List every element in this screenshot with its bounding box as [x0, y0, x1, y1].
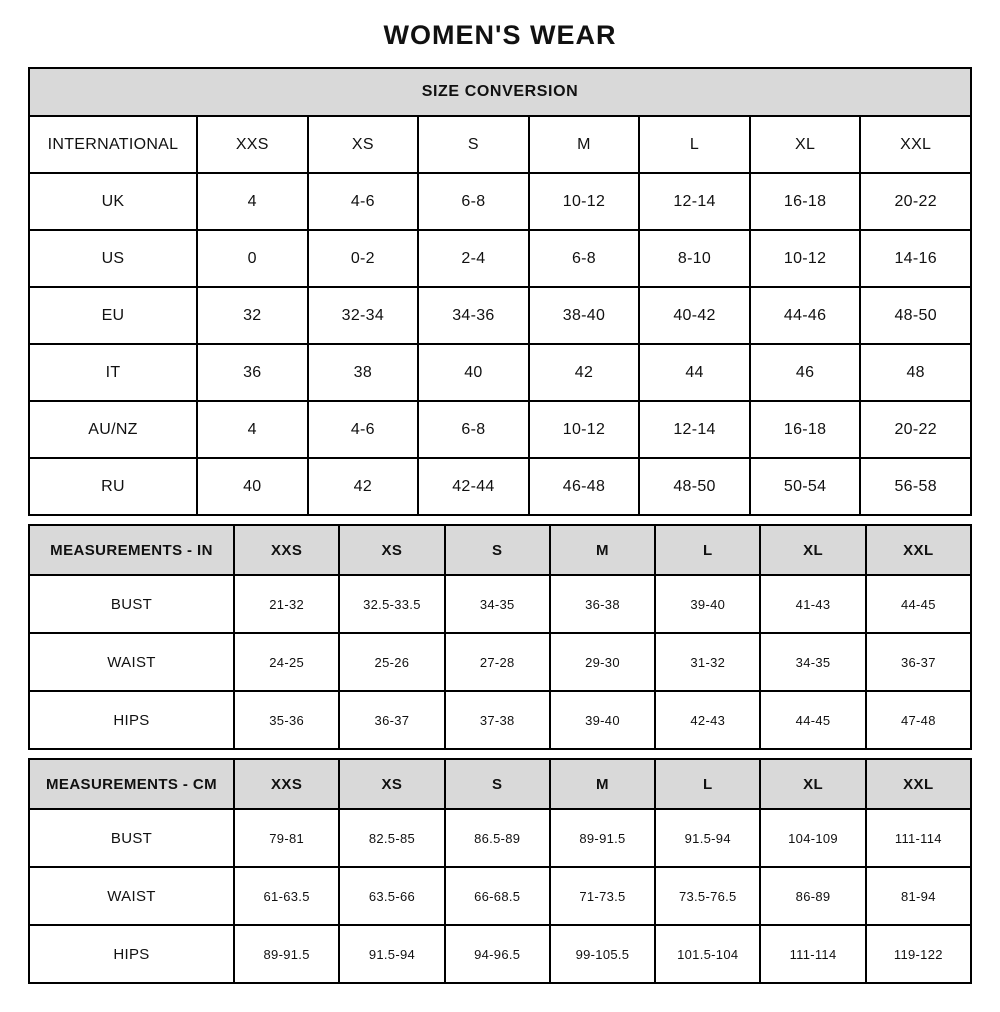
table-row [29, 575, 971, 633]
row-label: US [29, 230, 197, 287]
cell: 6-8 [418, 173, 529, 230]
column-header: XS [339, 759, 444, 809]
cell: 79-81 [234, 809, 339, 867]
column-header: L [655, 759, 760, 809]
cell: 34-36 [418, 287, 529, 344]
cell: 44 [639, 344, 750, 401]
cell: 42 [529, 344, 640, 401]
cell: 91.5-94 [339, 925, 444, 983]
column-header: XXL [860, 116, 971, 173]
cell: 39-40 [655, 575, 760, 633]
row-label: WAIST [29, 867, 234, 925]
cell: 50-54 [750, 458, 861, 515]
cell: 36 [197, 344, 308, 401]
column-header: S [445, 759, 550, 809]
cell: 27-28 [445, 633, 550, 691]
row-label: RU [29, 458, 197, 515]
cell: 86-89 [760, 867, 865, 925]
cell: 6-8 [418, 401, 529, 458]
cell: 101.5-104 [655, 925, 760, 983]
cell: 34-35 [445, 575, 550, 633]
row-label: BUST [29, 809, 234, 867]
column-header: XXL [866, 759, 971, 809]
table-row [29, 925, 971, 983]
cell: 25-26 [339, 633, 444, 691]
cell: 4 [197, 401, 308, 458]
cell: 104-109 [760, 809, 865, 867]
column-header: XS [308, 116, 419, 173]
cell: 10-12 [529, 401, 640, 458]
table-caption-row [29, 68, 971, 116]
cell: 4-6 [308, 173, 419, 230]
table-header-row [29, 525, 971, 575]
cell: 14-16 [860, 230, 971, 287]
cell: 39-40 [550, 691, 655, 749]
cell: 32-34 [308, 287, 419, 344]
cell: 10-12 [529, 173, 640, 230]
row-label: EU [29, 287, 197, 344]
row-label: HIPS [29, 691, 234, 749]
cell: 48-50 [639, 458, 750, 515]
row-label: AU/NZ [29, 401, 197, 458]
column-header: XXS [234, 759, 339, 809]
cell: 2-4 [418, 230, 529, 287]
size-conversion-caption: SIZE CONVERSION [29, 68, 971, 116]
cell: 119-122 [866, 925, 971, 983]
cell: 38 [308, 344, 419, 401]
cell: 42 [308, 458, 419, 515]
row-label: BUST [29, 575, 234, 633]
cell: 32 [197, 287, 308, 344]
table-row [29, 809, 971, 867]
cell: 20-22 [860, 173, 971, 230]
cell: 0 [197, 230, 308, 287]
cell: 8-10 [639, 230, 750, 287]
table-row [29, 633, 971, 691]
cell: 56-58 [860, 458, 971, 515]
cell: 48 [860, 344, 971, 401]
size-conversion-table [28, 67, 972, 516]
cell: 29-30 [550, 633, 655, 691]
column-header: XXS [197, 116, 308, 173]
column-header: M [550, 525, 655, 575]
row-label: IT [29, 344, 197, 401]
cell: 44-45 [760, 691, 865, 749]
row-label: WAIST [29, 633, 234, 691]
cell: 32.5-33.5 [339, 575, 444, 633]
table-title: MEASUREMENTS - IN [29, 525, 234, 575]
column-header: XL [750, 116, 861, 173]
cell: 44-45 [866, 575, 971, 633]
cell: 24-25 [234, 633, 339, 691]
column-header: XL [760, 525, 865, 575]
column-header: XS [339, 525, 444, 575]
cell: 40 [197, 458, 308, 515]
cell: 4 [197, 173, 308, 230]
page-title: WOMEN'S WEAR [383, 20, 617, 50]
cell: 42-43 [655, 691, 760, 749]
column-header: XL [760, 759, 865, 809]
cell: 12-14 [639, 173, 750, 230]
cell: 16-18 [750, 173, 861, 230]
cell: 37-38 [445, 691, 550, 749]
cell: 0-2 [308, 230, 419, 287]
cell: 42-44 [418, 458, 529, 515]
cell: 38-40 [529, 287, 640, 344]
table-header-row [29, 116, 971, 173]
column-header: S [445, 525, 550, 575]
measurements-in-table [28, 524, 972, 750]
cell: 111-114 [760, 925, 865, 983]
cell: 21-32 [234, 575, 339, 633]
cell: 40 [418, 344, 529, 401]
column-header: M [550, 759, 655, 809]
cell: 10-12 [750, 230, 861, 287]
cell: 46 [750, 344, 861, 401]
table-title: MEASUREMENTS - CM [29, 759, 234, 809]
column-header: L [655, 525, 760, 575]
column-header: M [529, 116, 640, 173]
cell: 63.5-66 [339, 867, 444, 925]
table-row [29, 173, 971, 230]
cell: 40-42 [639, 287, 750, 344]
cell: 47-48 [866, 691, 971, 749]
cell: 111-114 [866, 809, 971, 867]
cell: 16-18 [750, 401, 861, 458]
cell: 99-105.5 [550, 925, 655, 983]
cell: 46-48 [529, 458, 640, 515]
cell: 4-6 [308, 401, 419, 458]
table-header-row [29, 759, 971, 809]
column-header: L [639, 116, 750, 173]
cell: 89-91.5 [234, 925, 339, 983]
row-label: HIPS [29, 925, 234, 983]
cell: 20-22 [860, 401, 971, 458]
cell: 61-63.5 [234, 867, 339, 925]
cell: 73.5-76.5 [655, 867, 760, 925]
cell: 82.5-85 [339, 809, 444, 867]
cell: 86.5-89 [445, 809, 550, 867]
table-row [29, 344, 971, 401]
cell: 36-37 [866, 633, 971, 691]
table-row [29, 867, 971, 925]
table-row [29, 691, 971, 749]
cell: 89-91.5 [550, 809, 655, 867]
column-header: XXS [234, 525, 339, 575]
cell: 12-14 [639, 401, 750, 458]
table-row [29, 458, 971, 515]
cell: 71-73.5 [550, 867, 655, 925]
cell: 36-37 [339, 691, 444, 749]
row-label: UK [29, 173, 197, 230]
column-header: INTERNATIONAL [29, 116, 197, 173]
cell: 94-96.5 [445, 925, 550, 983]
cell: 66-68.5 [445, 867, 550, 925]
cell: 91.5-94 [655, 809, 760, 867]
table-row [29, 230, 971, 287]
cell: 34-35 [760, 633, 865, 691]
table-row [29, 287, 971, 344]
cell: 6-8 [529, 230, 640, 287]
measurements-cm-table [28, 758, 972, 984]
cell: 41-43 [760, 575, 865, 633]
table-row [29, 401, 971, 458]
column-header: XXL [866, 525, 971, 575]
cell: 44-46 [750, 287, 861, 344]
cell: 81-94 [866, 867, 971, 925]
column-header: S [418, 116, 529, 173]
cell: 48-50 [860, 287, 971, 344]
cell: 35-36 [234, 691, 339, 749]
cell: 36-38 [550, 575, 655, 633]
cell: 31-32 [655, 633, 760, 691]
